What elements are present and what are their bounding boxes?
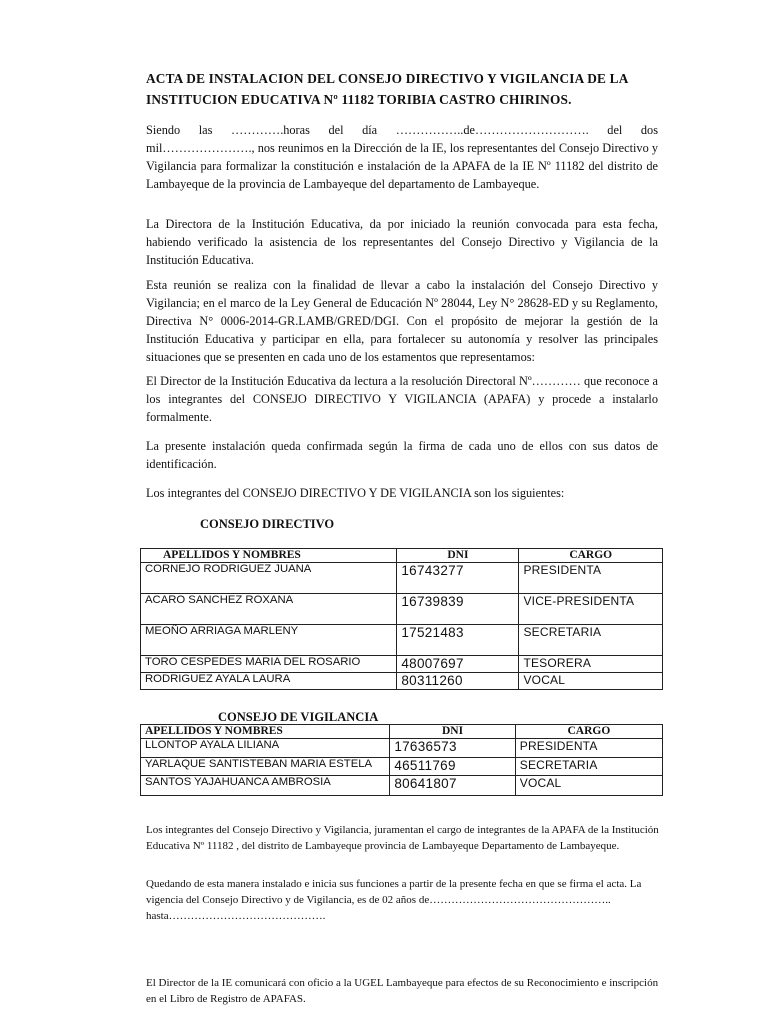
member-dni: 48007697: [397, 656, 519, 673]
table-header-row: [141, 549, 663, 563]
member-name: LLONTOP AYALA LILIANA: [141, 739, 390, 758]
member-name: MEOÑO ARRIAGA MARLENY: [141, 625, 397, 656]
member-cargo: VOCAL: [519, 673, 663, 690]
closing-ugel-notice: El Director de la IE comunicará con oficio a la UGEL Lambayeque para efectos de su Reconocimiento e inscripción en el Libro de Registro de APAFAS.: [146, 977, 659, 1005]
consejo-vigilancia-table: [140, 724, 663, 796]
member-dni: 17636573: [390, 739, 515, 758]
table-row: [141, 739, 663, 758]
document-title: ACTA DE INSTALACION DEL CONSEJO DIRECTIVO Y VIGILANCIA DE LA INSTITUCION EDUCATIVA Nº 11182 TORIBIA CASTRO CHIRINOS.: [146, 71, 628, 107]
member-name: ACARO SANCHEZ ROXANA: [141, 594, 397, 625]
member-cargo: PRESIDENTA: [519, 563, 663, 594]
closing-validity: Quedando de esta manera instalado e inicia sus funciones a partir de la presente fecha en que se firma el acta. La vigencia del Consejo Directivo y de Vigilancia, es de 02 años de………………………………………….. hasta…………………………………….: [146, 878, 642, 922]
member-dni: 80641807: [390, 776, 515, 796]
member-dni: 17521483: [397, 625, 519, 656]
consejo-vigilancia-heading: CONSEJO DE VIGILANCIA: [218, 710, 379, 724]
closing-oath: Los integrantes del Consejo Directivo y Vigilancia, juramentan el cargo de integrantes de la APAFA de la Institución Educativa Nº 11182 , del distrito de Lambayeque provincia de Lambayeque Departamento de Lambayeque.: [146, 824, 659, 852]
table-row: [141, 594, 663, 625]
member-name: CORNEJO RODRIGUEZ JUANA: [141, 563, 397, 594]
member-cargo: TESORERA: [519, 656, 663, 673]
paragraph-opening: Siendo las ………….horas del día ……………..de………………………. del dos mil…………………., nos reunimos en la Dirección de la IE, los representantes del Consejo Directivo y Vigilancia para formalizar la constitución e instalación de la APAFA de la IE Nº 11182 del distrito de Lambayeque de la provincia de Lambayeque del departamento de Lambayeque.: [146, 123, 658, 191]
member-dni: 16743277: [397, 563, 519, 594]
column-header-cargo: CARGO: [515, 725, 662, 739]
column-header-dni: DNI: [390, 725, 515, 739]
member-dni: 46511769: [390, 758, 515, 776]
member-dni: 16739839: [397, 594, 519, 625]
table-header-row: [141, 725, 663, 739]
table-row: [141, 758, 663, 776]
column-header-name: APELLIDOS Y NOMBRES: [141, 549, 397, 563]
member-cargo: PRESIDENTA: [515, 739, 662, 758]
table-row: [141, 625, 663, 656]
member-name: RODRIGUEZ AYALA LAURA: [141, 673, 397, 690]
paragraph-members-intro: Los integrantes del CONSEJO DIRECTIVO Y DE VIGILANCIA son los siguientes:: [146, 486, 565, 500]
consejo-directivo-table: [140, 548, 663, 690]
consejo-directivo-heading: CONSEJO DIRECTIVO: [200, 517, 335, 531]
member-cargo: SECRETARIA: [515, 758, 662, 776]
paragraph-purpose: Esta reunión se realiza con la finalidad de llevar a cabo la instalación del Consejo Directivo y Vigilancia; en el marco de la Ley General de Educación Nº 28044, Ley N° 28628-ED y su Reglamento, Directiva N° 0006-2014-GR.LAMB/GRED/DGI. Con el propósito de mejorar la gestión de la Institución Educativa y participar en ella, para fortalecer su autonomía y resolver las principales situaciones que se presenten en cada uno de los estamentos que representamos:: [146, 278, 658, 364]
table-row: [141, 656, 663, 673]
member-name: SANTOS YAJAHUANCA AMBROSIA: [141, 776, 390, 796]
column-header-name: APELLIDOS Y NOMBRES: [141, 725, 390, 739]
paragraph-director-starts: La Directora de la Institución Educativa, da por iniciado la reunión convocada para esta fecha, habiendo verificado la asistencia de los representantes del Consejo Directivo y Vigilancia de la Institución Educativa.: [146, 217, 658, 267]
member-name: YARLAQUE SANTISTEBAN MARIA ESTELA: [141, 758, 390, 776]
column-header-dni: DNI: [397, 549, 519, 563]
member-cargo: VOCAL: [515, 776, 662, 796]
member-dni: 80311260: [397, 673, 519, 690]
table-row: [141, 563, 663, 594]
paragraph-confirmation: La presente instalación queda confirmada según la firma de cada uno de ellos con sus datos de identificación.: [146, 439, 658, 471]
table-row: [141, 776, 663, 796]
member-cargo: VICE-PRESIDENTA: [519, 594, 663, 625]
paragraph-resolution: El Director de la Institución Educativa da lectura a la resolución Directoral Nº………… que reconoce a los integrantes del CONSEJO DIRECTIVO Y VIGILANCIA (APAFA) y procede a instalarlo formalmente.: [146, 374, 658, 424]
member-cargo: SECRETARIA: [519, 625, 663, 656]
column-header-cargo: CARGO: [519, 549, 663, 563]
member-name: TORO CESPEDES MARIA DEL ROSARIO: [141, 656, 397, 673]
table-row: [141, 673, 663, 690]
